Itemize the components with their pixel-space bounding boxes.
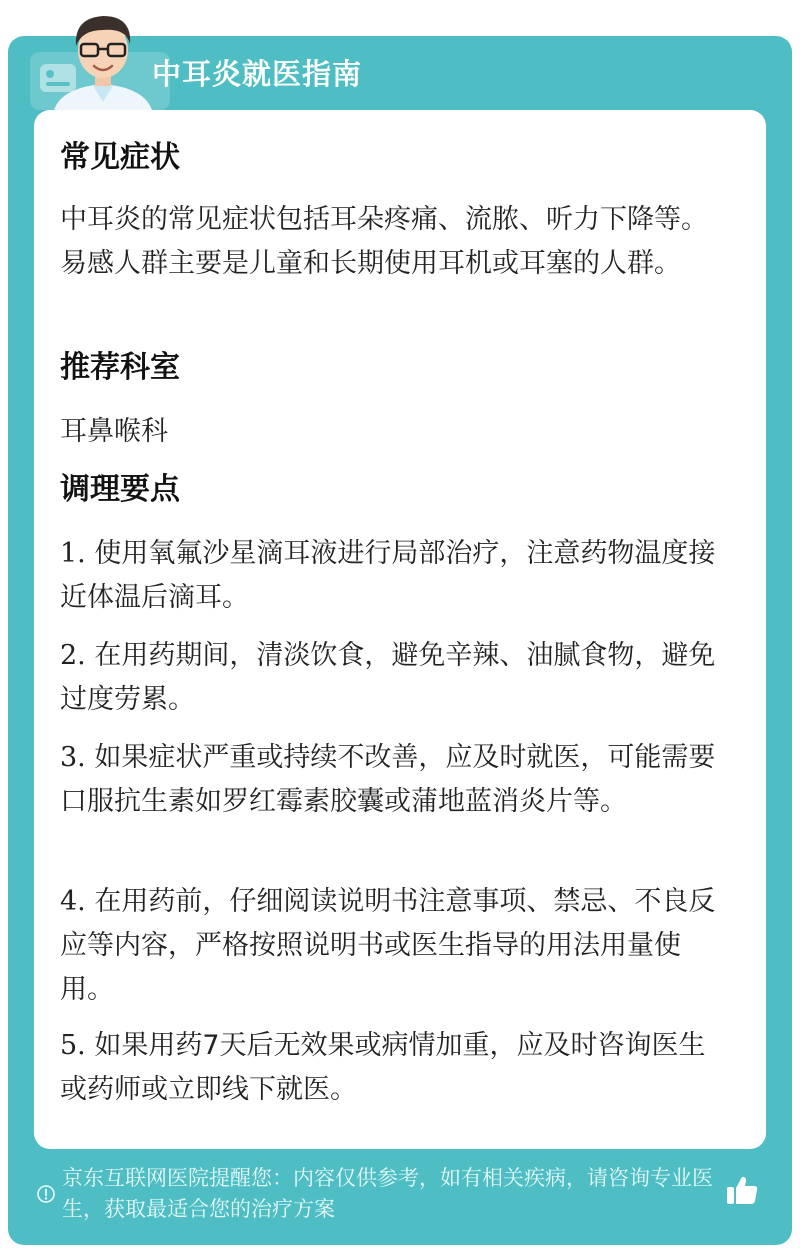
section-text-symptoms: 中耳炎的常见症状包括耳朵疼痛、流脓、听力下降等。易感人群主要是儿童和长期使用耳机或耳塞的人群。 [60,204,708,279]
section-title-symptoms: 常见症状 [60,140,180,175]
section-title-care-points: 调理要点 [60,472,180,507]
list-item-number: 5. [60,1030,86,1061]
info-icon [36,1184,56,1204]
thumbs-up-icon[interactable] [724,1172,760,1208]
section-title-department: 推荐科室 [60,350,180,385]
list-item-text: 如果用药7天后无效果或病情加重，应及时咨询医生或药师或立即线下就医。 [60,1030,706,1105]
list-item [60,634,730,722]
list-item-number: 4. [60,886,86,917]
section-text-department: 耳鼻喉科 [60,416,168,447]
page-title: 中耳炎就医指南 [152,57,363,91]
list-item-text: 如果症状严重或持续不改善，应及时就医，可能需要口服抗生素如罗红霉素胶囊或蒲地蓝消炎片等。 [60,742,716,817]
list-item-text: 使用氧氟沙星滴耳液进行局部治疗，注意药物温度接近体温后滴耳。 [60,538,716,613]
list-item-text: 在用药期间，清淡饮食，避免辛辣、油腻食物，避免过度劳累。 [60,640,716,715]
list-item-number: 1. [60,538,86,569]
disclaimer-text: 京东互联网医院提醒您：内容仅供参考，如有相关疾病，请咨询专业医生，获取最适合您的治疗方案 [62,1166,713,1221]
doctor-avatar [48,6,158,114]
list-item [60,532,730,620]
list-item [60,1024,730,1112]
list-item-number: 2. [60,640,86,671]
list-item-text: 在用药前，仔细阅读说明书注意事项、禁忌、不良反应等内容，严格按照说明书或医生指导的用法用量使用。 [60,886,716,1005]
list-item [60,736,730,824]
list-item-number: 3. [60,742,86,773]
list-item [60,880,730,1012]
